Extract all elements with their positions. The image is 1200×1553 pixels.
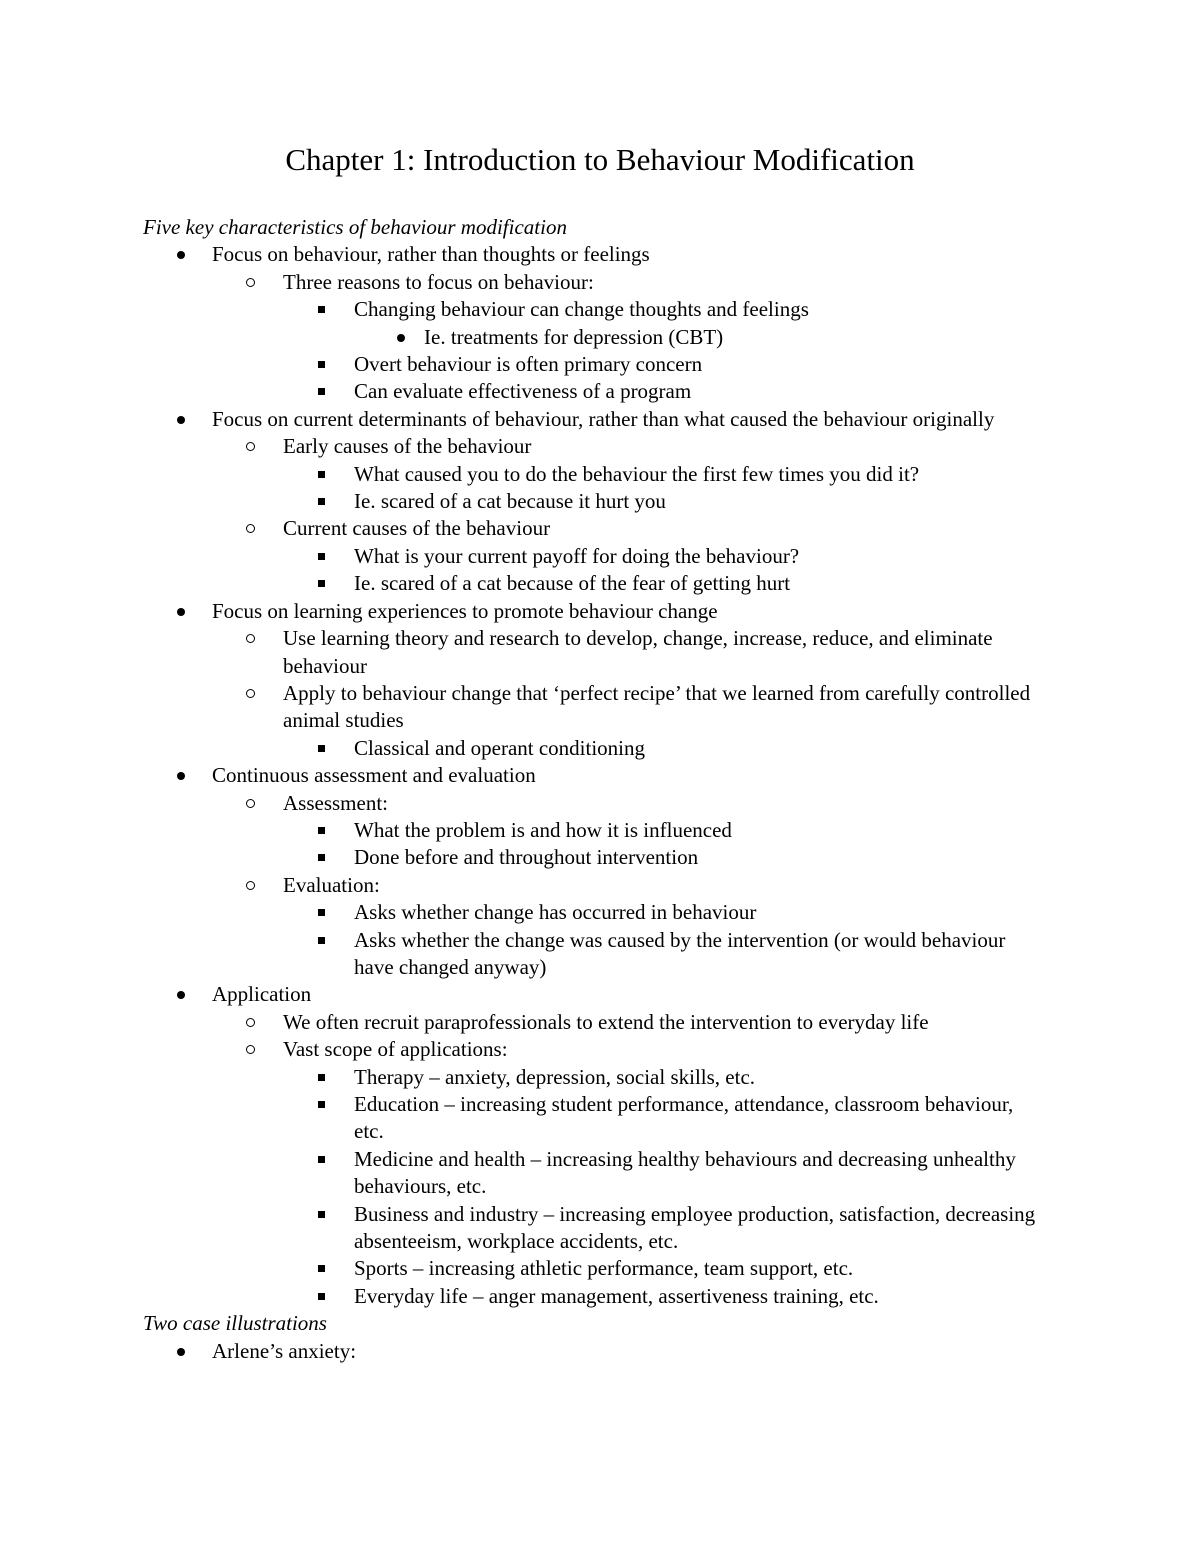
bullet-dot-icon — [177, 416, 185, 424]
list-item-text: Asks whether change has occurred in behaviour — [354, 900, 757, 925]
bullet-list-level-3 — [283, 461, 1043, 516]
list-item — [143, 241, 1043, 405]
list-item-text: Everyday life – anger management, assertiveness training, etc. — [354, 1283, 879, 1308]
list-item — [283, 1064, 1043, 1091]
list-item-text: Current causes of the behaviour — [283, 516, 551, 541]
list-item — [283, 927, 1043, 982]
section-heading: Five key characteristics of behaviour modification — [143, 215, 567, 239]
list-item-text: Apply to behaviour change that ‘perfect recipe’ that we learned from carefully controlled animal studies — [283, 680, 1031, 733]
bullet-square-icon — [318, 1074, 325, 1081]
bullet-circle-icon — [246, 278, 255, 287]
list-item — [212, 1009, 1043, 1036]
bullet-dot-icon — [177, 1348, 185, 1356]
list-item-text: Three reasons to focus on behaviour: — [283, 269, 594, 294]
bullet-square-icon — [318, 580, 325, 587]
bullet-dot-icon — [177, 991, 185, 999]
list-item-text: Focus on learning experiences to promote behaviour change — [212, 598, 718, 623]
list-item-text: Sports – increasing athletic performance, team support, etc. — [354, 1256, 854, 1281]
list-item — [143, 1338, 1043, 1365]
list-item — [212, 680, 1043, 762]
list-item-text: Assessment: — [283, 790, 388, 815]
bullet-list-level-1 — [143, 241, 1043, 1310]
list-item-text: Ie. scared of a cat because it hurt you — [354, 489, 666, 514]
list-item-text: Focus on behaviour, rather than thoughts or feelings — [212, 242, 650, 267]
list-item — [283, 461, 1043, 488]
bullet-square-icon — [318, 854, 325, 861]
bullet-circle-icon — [246, 1018, 255, 1027]
list-item-text: Classical and operant conditioning — [354, 735, 646, 760]
bullet-dot-icon — [177, 608, 185, 616]
bullet-square-icon — [318, 361, 325, 368]
list-item — [283, 1283, 1043, 1310]
bullet-dot-icon — [397, 334, 405, 342]
bullet-square-icon — [318, 388, 325, 395]
list-item — [283, 1091, 1043, 1146]
list-item — [212, 515, 1043, 597]
bullet-list-level-2 — [212, 269, 1043, 406]
bullet-list-level-2 — [212, 433, 1043, 597]
bullet-circle-icon — [246, 442, 255, 451]
list-item — [212, 269, 1043, 406]
list-item-text: What caused you to do the behaviour the first few times you did it? — [354, 461, 920, 486]
bullet-square-icon — [318, 306, 325, 313]
bullet-circle-icon — [246, 881, 255, 890]
bullet-list-level-3 — [283, 543, 1043, 598]
bullet-circle-icon — [246, 524, 255, 533]
list-item-text: We often recruit paraprofessionals to extend the intervention to everyday life — [283, 1009, 929, 1034]
list-item — [212, 790, 1043, 872]
bullet-list-level-2 — [212, 625, 1043, 762]
list-item — [212, 1036, 1043, 1310]
list-item — [283, 296, 1043, 351]
list-item-text: Use learning theory and research to develop, change, increase, reduce, and eliminate behaviour — [283, 626, 993, 678]
bullet-list-level-3 — [283, 817, 1043, 872]
list-item-text: Evaluation: — [283, 872, 380, 897]
list-item — [283, 543, 1043, 570]
list-item — [212, 433, 1043, 515]
bullet-square-icon — [318, 745, 325, 752]
list-item-text: Therapy – anxiety, depression, social skills, etc. — [354, 1064, 756, 1089]
list-item-text: Focus on current determinants of behaviour, rather than what caused the behaviour originally — [212, 406, 995, 431]
bullet-square-icon — [318, 1293, 325, 1300]
list-item-text: Early causes of the behaviour — [283, 434, 532, 459]
list-item — [283, 817, 1043, 844]
bullet-list-level-2 — [212, 790, 1043, 982]
bullet-list-level-3 — [283, 899, 1043, 981]
bullet-dot-icon — [177, 772, 185, 780]
list-item — [283, 1146, 1043, 1201]
bullet-list-level-3 — [283, 296, 1043, 406]
bullet-list-level-3 — [283, 735, 1043, 762]
list-item — [283, 351, 1043, 378]
bullet-square-icon — [318, 827, 325, 834]
list-item — [283, 378, 1043, 405]
list-item-text: Education – increasing student performance, attendance, classroom behaviour, etc. — [354, 1092, 1014, 1144]
list-item-text: Asks whether the change was caused by the intervention (or would behaviour have changed anyway) — [354, 927, 1006, 979]
bullet-square-icon — [318, 937, 325, 944]
notes-body — [143, 214, 1043, 1365]
bullet-circle-icon — [246, 634, 255, 643]
list-item-text: Can evaluate effectiveness of a program — [354, 379, 692, 404]
list-item-text: Changing behaviour can change thoughts and feelings — [354, 297, 809, 322]
list-item — [283, 844, 1043, 871]
bullet-list-level-1 — [143, 1338, 1043, 1365]
list-item-text: Done before and throughout intervention — [354, 845, 699, 870]
list-item — [354, 324, 1043, 351]
list-item-text: Vast scope of applications: — [283, 1037, 508, 1062]
list-item-text: Arlene’s anxiety: — [212, 1338, 357, 1363]
bullet-circle-icon — [246, 1045, 255, 1054]
list-item — [212, 625, 1043, 680]
bullet-square-icon — [318, 1211, 325, 1218]
list-item — [283, 1201, 1043, 1256]
list-item-text: Ie. scared of a cat because of the fear of getting hurt — [354, 571, 791, 596]
list-item-text: Continuous assessment and evaluation — [212, 763, 536, 788]
page-title: Chapter 1: Introduction to Behaviour Modification — [285, 142, 915, 177]
bullet-list-level-3 — [283, 1064, 1043, 1311]
bullet-circle-icon — [246, 799, 255, 808]
bullet-square-icon — [318, 1101, 325, 1108]
bullet-square-icon — [318, 471, 325, 478]
list-item — [283, 735, 1043, 762]
list-item-text: What is your current payoff for doing the behaviour? — [354, 543, 800, 568]
bullet-dot-icon — [177, 251, 185, 259]
list-item — [283, 899, 1043, 926]
bullet-list-level-2 — [212, 1009, 1043, 1310]
list-item-text: Overt behaviour is often primary concern — [354, 352, 703, 377]
bullet-square-icon — [318, 553, 325, 560]
bullet-square-icon — [318, 909, 325, 916]
bullet-square-icon — [318, 498, 325, 505]
list-item — [283, 570, 1043, 597]
list-item-text: Medicine and health – increasing healthy behaviours and decreasing unhealthy behaviours, etc. — [354, 1146, 1016, 1199]
bullet-square-icon — [318, 1265, 325, 1272]
bullet-square-icon — [318, 1156, 325, 1163]
list-item — [143, 981, 1043, 1310]
bullet-circle-icon — [246, 689, 255, 698]
bullet-list-level-4 — [354, 324, 1043, 351]
list-item-text: Business and industry – increasing employee production, satisfaction, decreasing absenteeism, workplace accidents, etc. — [354, 1201, 1036, 1254]
list-item — [283, 488, 1043, 515]
list-item — [143, 406, 1043, 598]
list-item-text: What the problem is and how it is influenced — [354, 817, 732, 842]
list-item — [212, 872, 1043, 982]
list-item — [283, 1255, 1043, 1282]
list-item-text: Ie. treatments for depression (CBT) — [424, 324, 724, 349]
list-item-text: Application — [212, 982, 312, 1007]
list-item — [143, 598, 1043, 762]
section-heading: Two case illustrations — [143, 1311, 327, 1336]
list-item — [143, 762, 1043, 981]
